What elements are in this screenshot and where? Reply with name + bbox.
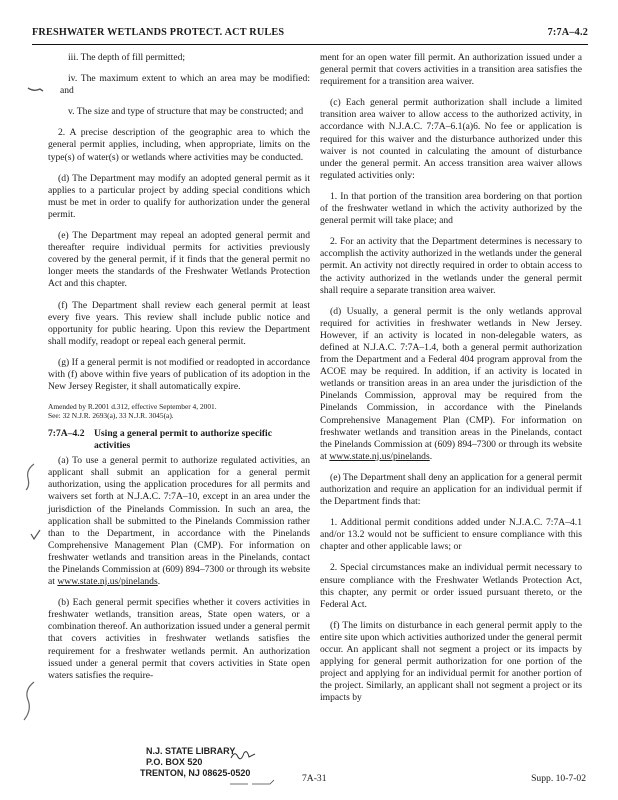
paragraph-b-continued: ment for an open water fill permit. An authorization issued under a general permit that covers activities in a transition area satisfies the requirement for a transition area waiver. (320, 52, 582, 88)
paragraph-d-text: (d) Usually, a general permit is the only wetlands approval required for activities in freshwater wetlands in New Jersey. However, if an activity is located in non-delegable waters, as defined at N.J.A.C. 7:7A–1.4, both a general permit authorization from the Department and a Federal 404 program approval from the ACOE may be required. In addition, if an activity is located in wetlands or transition areas in an area under the jurisdiction of the Pinelands Commission, approval may be required from the Pinelands Commission, in accordance with the Pinelands Comprehensive Management Plan (CMP). For information on freshwater wetlands and transition areas in the Pinelands, contact the Pinelands Commission at (609) 894–7300 or through its website at (320, 305, 582, 462)
paragraph-e-right: (e) The Department shall deny an application for a general permit authorization and require an application for an individual permit if the Department finds that: (320, 471, 582, 508)
paragraph-a-text: (a) To use a general permit to authorize regulated activities, an applicant shall submit an application for a general permit authorization, using the application procedures for all permits and waivers set forth at N.J.A.C. 7:7A–10, except in an area under the jurisdiction of the Pinelands Commission. In such an area, the application shall be submitted to the Pinelands Commission rather than to the Department, in accordance with the Pinelands Comprehensive Management Plan (CMP). For information on freshwater wetlands and transition areas in the Pinelands, contact the Pinelands Commission at (609) 894–7300 or through its website at (48, 455, 310, 588)
paragraph-d: (d) The Department may modify an adopted general permit as it applies to a particular project by adding special conditions which must be met in order to qualify for authorization under the general permit. (48, 172, 310, 220)
margin-tick-icon (30, 528, 42, 542)
pinelands-website-link[interactable]: www.state.nj.us/pinelands (57, 576, 158, 588)
paragraph-c: (c) Each general permit authorization shall include a limited transition area waiver to allow access to the authorized activity, in accordance with N.J.A.C. 7:7A–6.1(a)6. No fee or application is required for this waiver and the disturbance authorized under this waiver is not counted in calculating the amount of disturbance under the general permit. An access transition area waiver allows regulated activities only: (320, 97, 582, 181)
signature-scribble-icon (230, 748, 256, 762)
amendment-line-1: Amended by R.2001 d.312, effective September 4, 2001. (48, 402, 217, 412)
paragraph-a (48, 455, 310, 588)
pinelands-website-link-2[interactable]: www.state.nj.us/pinelands (329, 450, 430, 462)
section-number: 7:7A–4.2 (48, 428, 85, 440)
paragraph-a-end: . (157, 576, 161, 588)
header-rule (32, 44, 588, 45)
stamp-line-3: TRENTON, NJ 08625-0520 (140, 768, 251, 778)
paragraph-g: (g) If a general permit is not modified or readopted in accordance with (f) above within five years of publication of its adoption in the New Jersey Register, it shall automatically expire. (48, 356, 310, 393)
amendment-note (48, 402, 310, 420)
header-section-number: 7:7A–4.2 (547, 27, 588, 38)
paragraph-e: (e) The Department may repeal an adopted general permit and thereafter require individual permits for activities previously covered by the general permit, if it finds that the general permit no longer meets the standards of the Freshwater Wetlands Protection Act and this chapter. (48, 230, 310, 290)
margin-bracket-icon-2 (20, 680, 40, 724)
list-item-iii: iii. The depth of fill permitted; (68, 52, 186, 63)
paragraph-f: (f) The Department shall review each general permit at least every five years. This review shall include public notice and opportunity for public hearing. Upon this review the Department shall modify, readopt or repeal each general permit. (48, 299, 310, 347)
header-title: FRESHWATER WETLANDS PROTECT. ACT RULES (32, 27, 285, 38)
stamp-line-2: P.O. BOX 520 (146, 757, 203, 767)
list-item-e2: 2. Special circumstances make an individual permit necessary to ensure compliance with the Freshwater Wetlands Protection Act, this chapter, any permit or order issued pursuant thereto, or the Federal Act. (320, 562, 582, 610)
paragraph-f-right: (f) The limits on disturbance in each general permit apply to the entire site upon which activities authorized under the general permit occur. An applicant shall not segment a project or its impacts by applying for general permit authorization for one portion of the project and applying for an individual permit for another portion of the project. Similarly, an applicant shall not segment a project or its impacts by (320, 619, 582, 704)
stamp-line-1: N.J. STATE LIBRARY (146, 746, 236, 756)
running-header (32, 27, 588, 43)
list-item-iv: iv. The maximum extent to which an area may be modified: and (60, 73, 310, 97)
paragraph-d-end: . (429, 450, 433, 462)
list-item-v: v. The size and type of structure that may be constructed; and (68, 106, 304, 118)
paragraph-b: (b) Each general permit specifies whether it covers activities in freshwater wetlands, transition areas, State open waters, or a combination thereof. An authorization issued under a general permit that covers activities in freshwater wetlands satisfies the requirement for a freshwater wetlands permit. An authorization issued under a general permit that covers activities in State open waters satisfies the require- (48, 597, 310, 681)
margin-mark-icon (26, 82, 46, 96)
right-column (320, 52, 582, 714)
margin-bracket-icon (22, 462, 38, 492)
section-heading (48, 428, 310, 452)
stamp-underline-icon (230, 778, 280, 788)
page-number: 7A-31 (302, 773, 327, 784)
list-item-c2: 2. For an activity that the Department determines is necessary to accomplish the activity authorized in the wetlands under the general permit. An activity not directly required in order to obtain access to the activity authorized in the wetlands under the general permit shall require a separate transition area waiver. (320, 236, 582, 296)
amendment-line-2: See: 32 N.J.R. 2693(a), 33 N.J.R. 3045(a). (48, 411, 174, 421)
supplement-date: Supp. 10-7-02 (531, 773, 586, 784)
list-item-2: 2. A precise description of the geographic area to which the general permit applies, including, when appropriate, limits on the type(s) of water(s) or wetlands where activities may be conducted. (48, 127, 310, 163)
list-item-c1: 1. In that portion of the transition area bordering on that portion of the freshwater wetland in which the activity authorized by the general permit will take place; and (320, 190, 582, 227)
paragraph-d-right (320, 306, 582, 463)
section-title: Using a general permit to authorize specific activities (94, 428, 272, 452)
left-column (48, 52, 310, 691)
list-item-e1: 1. Additional permit conditions added under N.J.A.C. 7:7A–4.1 and/or 13.2 would not be sufficient to ensure compliance with this chapter and other applicable laws; or (320, 517, 582, 553)
